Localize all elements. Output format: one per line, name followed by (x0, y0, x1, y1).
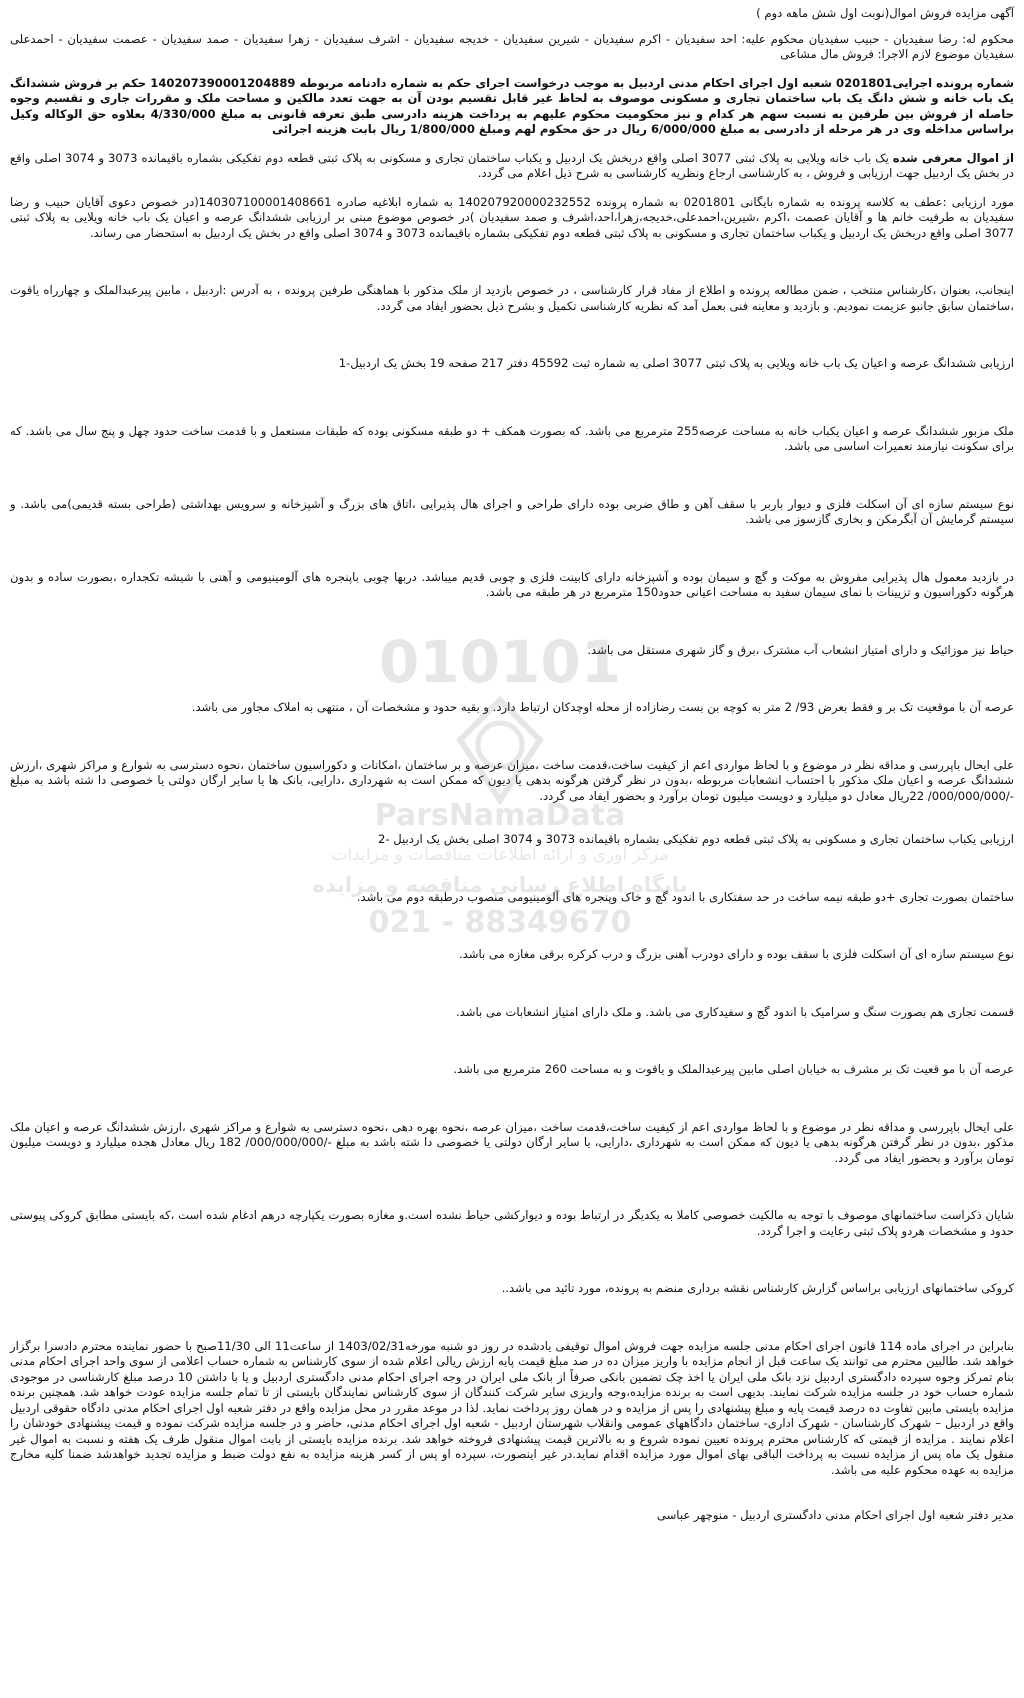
property-rest: یک باب خانه ویلایی به پلاک ثبتی 3077 اصلی واقع دربخش یک اردبیل و یکباب ساختمان تجاری و مسکونی به پلاک ثبتی قطعه دوم تفکیکی بشماره باقیمانده 3073 و 3074 اصلی واقع در بخش یک اردبیل جهت ارزیابی و فروش ، به کارشناسی ارجاع ونظریه کارشناسی به شرح ذیل اعلام می گردد. (10, 150, 1014, 180)
section1-paragraph-1: ملک مزبور ششدانگ عرصه و اعیان یکباب خانه به مساحت عرصه255 مترمربع می باشد. که بصورت همکف + دو طبقه مسکونی بوده که طبقات مستعمل و با قدمت ساخت حدود چهل و پنج سال می باشد. که برای سکونت نیازمند تعمیرات اساسی می باشد. (10, 423, 1014, 453)
notice-title: آگهی مزایده فروش اموال(نوبت اول شش ماهه دوم ) (756, 6, 1014, 20)
signature-line: مدیر دفتر شعبه اول اجرای احکام مدنی دادگستری اردبیل - منوچهر عباسی (656, 1508, 1014, 1522)
property-lead: از اموال معرفی شده (892, 150, 1014, 165)
section1-paragraph-4: حیاط نیز موزائیک و دارای امتیاز انشعاب آب مشترک ،برق و گاز شهری مستقل می باشد. (587, 642, 1014, 657)
boundary-note-paragraph: شایان ذکراست ساختمانهای موصوف با توجه به مالکیت خصوصی کاملا به یکدیگر در ارتباط بوده و دیوارکشی حیاط نشده است.و مغازه بصورت یکپارچه درهم ادغام شده است ،که بایستی مطابق کروکی پیوستی حدود و مشخصات هردو پلاک ثبتی رعایت و اجرا گردد. (10, 1208, 1014, 1238)
section2-paragraph-5: علی ایحال باپررسی و مداقه نظر در موضوع و با لحاظ مواردی اعم از کیفیت ساخت،قدمت ساخت ،میزان عرصه ،نحوه بهره دهی ،نحوه دسترسی به شوارع و مراکز شهری ،ارزش ششدانگ عرصه و اعیان ملک مذکور ،بدون در نظر گرفتن هرگونه بدهی یا دیون که ممکن است به شهرداری ،دارایی، یا سایر ارگان دولتی یا خصوصی دا شته باشد به مبلغ -/000/000/000/ 182 ریال معادل هجده میلیارد و دویست میلیون تومان برآورد و بحضور ایفاد می گردد. (10, 1119, 1014, 1165)
watermark-line2: پایگاه اطلاع رسانی مناقصه و مزایده (312, 873, 688, 897)
property-paragraph (10, 151, 1014, 182)
section1-paragraph-3: در بازدید معمول هال پذیرایی مفروش به موکت و گچ و سیمان بوده و آشپزخانه دارای کابینت فلزی و چوبی قدیم میباشد. دربها چوبی باپنجره های آلومینیومی و آهنی با شیشه تکجداره ،بصورت ساده و بدون هرگونه دکوراسیون و تزیینات با نمای سیمان سفید به مساحت اعیانی حدود150 مترمربع در هر طبقه می باشد. (10, 569, 1014, 599)
section1-title: ارزیابی ششدانگ عرصه و اعیان یک باب خانه ویلایی به پلاک ثبتی 3077 اصلی به شماره ثبت 45592 دفتر 217 صفحه 19 بخش یک اردبیل-1 (338, 356, 1014, 370)
watermark-latin: ParsNamaData (374, 798, 626, 833)
expert-visit-paragraph: اینجانب، بعنوان ،کارشناس منتخب ، ضمن مطالعه پرونده و اطلاع از مفاد قرار کارشناسی ، در خصوص بازدید از ملک مذکور با هماهنگی طرفین پرونده ، به آدرس :اردبیل ، مابین پیرعبدالملک و چهارراه یاقوت ،ساختمان سابق جانبو عزیمت نمودیم. و بازدید و معاینه فنی بعمل آمد که نظریه کارشناسی تکمیل و بشرح ذیل بحضور ایفاد می گردد. (10, 283, 1014, 313)
section1-paragraph-6: علی ایحال باپررسی و مداقه نظر در موضوع و با لحاظ مواردی اعم از کیفیت ساخت،قدمت ساخت ،میزان عرصه و بر ساختمان ،امکانات و دکوراسیون ساختمان ،نحوه دسترسی به شوارع و مراکز شهری ،ارزش ششدانگ عرصه و اعیان ملک مذکور با احتساب انشعابات مربوطه ،بدون در نظر گرفتن هرگونه بدهی یا دیون که ممکن است به شهرداری ،دارایی، بانک ها یا سایر ارگان دولتی یا خصوصی دا شته باشد به مبلغ -/000/000/000/ 22ریال معادل دو میلیارد و دویست میلیون تومان برآورد و بحضور ایفاد می گردد. (10, 757, 1014, 803)
section1-paragraph-5: عرصه آن با موقعیت تک بر و فقط بعرض 93/ 2 متر به کوچه بن بست رضازاده از محله اوچدکان ارتباط دارد. و بقیه حدود و مشخصات آن ، منتهی به املاک مجاور می باشد. (191, 700, 1014, 714)
section2-paragraph-3: قسمت تجاری هم بصورت سنگ و سرامیک با اندود گچ و سفیدکاری می باشد. و ملک دارای امتیاز انشعابات می باشد. (455, 1004, 1014, 1019)
watermark-number: 010101 (378, 628, 622, 696)
watermark-line1: مرکز آوری و ارائه اطلاعات مناقصات و مزایدات (331, 845, 669, 865)
intro-paragraph: شماره پرونده اجرایی0201801 شعبه اول اجرای احکام مدنی اردبیل به موجب درخواست اجرای حکم به شماره دادنامه مربوطه 140207390001204889 حکم بر فروش ششدانگ یک باب خانه و شش دانگ یک باب ساختمان تجاری و مسکونی موصوف به لحاظ غیر قابل تقسیم بودن آن به جهت تعدد مالکین و مساحت ملک و مقررات جاری و تقسیم وجوه حاصله از فروش بین طرفین به نسبت سهم هر کدام و نیز محکومیت محکوم علیهم به پرداخت هزینه دادرسی طبق تعرفه قانونی به مبلغ 4/330/000 بعلاوه حق الوکاله وکیل براساس مداخله وی در هر مرحله از دادرسی به مبلغ 6/000/000 ریال در حق محکوم لهم ومبلغ 1/800/000 ریال بابت هزینه اجرائی (10, 75, 1014, 136)
section2-paragraph-4: عرصه آن با مو قعیت تک بر مشرف به خیابان اصلی مابین پیرعبدالملک و یاقوت و به مساحت 260 مترمربع می باشد. (453, 1062, 1014, 1076)
case-reference-paragraph: مورد ارزیابی :عطف به کلاسه پرونده به شماره بایگانی 0201801 به شماره پرونده 140207920000232552 به شماره ابلاغیه صادره 140307100001408661(در خصوص دعوی آقایان حبیب و رضا سفیدیان به طرفیت خانم ها و آقایان عصمت ،اکرم ،شیرین،احمدعلی،خدیجه،زهرا،احد،اشرف و صمد سفیدیان )در خصوص موضوع مبنی بر ارزیابی ششدانگ عرصه و اعیان یک باب خانه ویلایی به پلاک ثبتی 3077 اصلی واقع دربخش یک اردبیل و یکباب ساختمان تجاری و مسکونی به پلاک ثبتی قطعه دوم تفکیکی بشماره باقیمانده 3073 و 3074 اصلی واقع در بخش یک اردبیل به استحضار می رساند. (10, 194, 1014, 240)
auction-terms-paragraph: بنابراین در اجرای ماده 114 قانون اجرای احکام مدنی جلسه مزایده جهت فروش اموال توقیفی یادشده در روز دو شنبه مورخه1403/02/31 از ساعت11 الی 11/30صبح با حضور نماینده محترم دادسرا برگزار خواهد شد. طالبین محترم می توانند یک ساعت قبل از انجام مزایده با واریز میزان ده در صد مبلغ قیمت پایه ارزش ریالی اعلام شده از سوی کارشناس به شماره حساب اعلامی از سوی واحد اجرای احکام مدنی بنام تمرکز وجوه سپرده دادگستری اردبیل نزد بانک ملی ایران یا اخذ چک تضمین بانکی صرفاً از بانک ملی ایران در وجه اجرای احکام مدنی دادگستری اردبیل و یا با داشتن 10 درصد مبلغ کارشناسی در موجودی شماره حساب خود در جلسه مزایده شرکت نمایند. بدیهی است به برنده مزایده،وجه واریزی سایر شرکت کنندگان از سوی کارشناس نمایندگان بایستی از تا تمام جلسه مزایده عودت خواهد شد. همچنین برنده مزایده بایستی مابین تفاوت ده درصد قیمت پایه و مبلغ پیشنهادی را پس از مزایده و در همان روز پرداخت نماید. لذا در موعد مقرر در محل مزایده واقع در دفتر شعبه اول اجرای احکام مدنی دادگاه حقوقی اردبیل واقع در اردبیل – شهرک کارشناسان - شهرک اداری- ساختمان دادگاههای عمومی وانقلاب شهرستان اردبیل - شعبه اول اجرای احکام مدنی، حاضر و در جلسه مزایده شرکت نموده و قیمت پیشنهادی خودشان را اعلام نمایند . مزایده از قیمتی که کارشناس محترم پرونده تعیین نموده شروع و به بالاترین قیمت پیشنهادی فروخته خواهد شد. برنده مزایده بایستی از بابت اموال منقول ظرف یک هفته و نسبت به اموال غیر منقول یک ماه پس از مزایده نسبت به پرداخت الباقی بهای اموال مورد مزایده اقدام نماید.در غیر اینصورت، سپرده او پس از کسر هزینه مزایده به نفع دولت ضبط و مزایده تجدید خواهدشد ضمنا کلیه مخارج مزایده به عهده محکوم علیه می باشد. (10, 1338, 1015, 1477)
watermark-phone: 021 - 88349670 (368, 905, 632, 940)
parties-paragraph: محکوم له: رضا سفیدیان - حبیب سفیدیان محکوم علیه: احد سفیدیان - اکرم سفیدیان - شیرین سفیدیان - خدیجه سفیدیان - اشرف سفیدیان - زهرا سفیدیان - صمد سفیدیان - عصمت سفیدیان - احمدعلی سفیدیان موضوع لازم الاجرا: فروش مال مشاعی (10, 31, 1014, 61)
section1-paragraph-2: نوع سیستم سازه ای آن اسکلت فلزی و دیوار باربر با سقف آهن و طاق ضربی بوده دارای طراحی و اجرای هال پذیرایی ،اتاق های بزرگ و آشپزخانه و سرویس بهداشتی (طراحی بسته قدیمی)می باشد. و سیستم گرمایش آن آبگرمکن و بخاری گازسوز می باشد. (10, 496, 1014, 526)
sketch-note-paragraph: کروکی ساختمانهای ارزیابی براساس گزارش کارشناس نقشه برداری منضم به پرونده، مورد تائید می باشد.. (501, 1281, 1014, 1295)
section2-paragraph-2: نوع سیستم سازه ای آن اسکلت فلزی با سقف بوده و دارای دودرب آهنی بزرگ و درب کرکره برقی مغازه می باشد. (459, 947, 1014, 961)
section2-title: ارزیابی یکباب ساختمان تجاری و مسکونی به پلاک ثبتی قطعه دوم تفکیکی بشماره باقیمانده 3073 و 3074 اصلی بخش یک اردبیل -2 (377, 832, 1014, 846)
section2-paragraph-1: ساختمان بصورت تجاری +دو طبقه نیمه ساخت در حد سفتکاری با اندود گچ و خاک وپنجره های آلومینیومی منصوب درطبقه دوم می باشد. (356, 889, 1014, 904)
